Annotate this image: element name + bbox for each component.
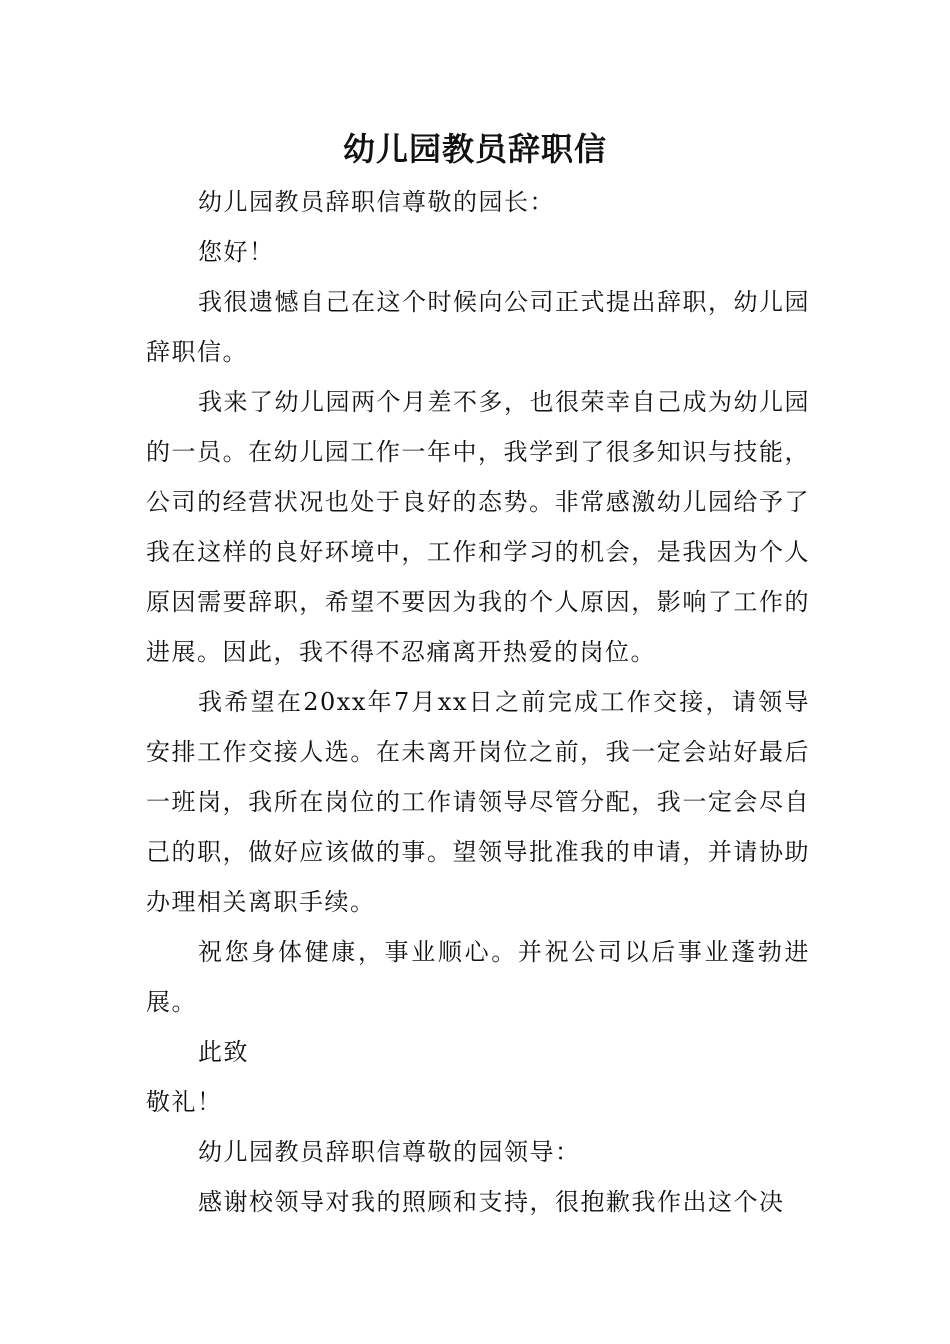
salutation: 幼儿园教员辞职信尊敬的园长：: [198, 188, 555, 216]
closing-salute: 敬礼！: [146, 1088, 223, 1116]
closing-phrase: 此致: [198, 1038, 249, 1066]
paragraph-thanks: 感谢校领导对我的照顾和支持，很抱歉我作出这个决: [198, 1188, 785, 1216]
second-salutation: 幼儿园教员辞职信尊敬的园领导：: [198, 1138, 581, 1166]
paragraph-intro: 我很遗憾自己在这个时候向公司正式提出辞职，幼儿园辞职信。: [146, 288, 810, 366]
paragraph-experience: 我来了幼儿园两个月差不多，也很荣幸自己成为幼儿园的一员。在幼儿园工作一年中，我学到了很多知识与技能，公司的经营状况也处于良好的态势。非常感激幼儿园给予了我在这样的良好环境中，工作和学习的机会，是我因为个人原因需要辞职，希望不要因为我的个人原因，影响了工作的进展。因此，我不得不忍痛离开热爱的岗位。: [146, 388, 810, 666]
document-title: 幼儿园教员辞职信: [342, 130, 607, 168]
paragraph-wishes: 祝您身体健康，事业顺心。并祝公司以后事业蓬勃进展。: [146, 938, 810, 1016]
document-body: [146, 177, 810, 1227]
paragraph-handover: 我希望在20xx年7月xx日之前完成工作交接，请领导安排工作交接人选。在未离开岗位之前，我一定会站好最后一班岗，我所在岗位的工作请领导尽管分配，我一定会尽自己的职，做好应该做的事。望领导批准我的申请，并请协助办理相关离职手续。: [146, 688, 810, 916]
greeting: 您好！: [198, 238, 275, 266]
